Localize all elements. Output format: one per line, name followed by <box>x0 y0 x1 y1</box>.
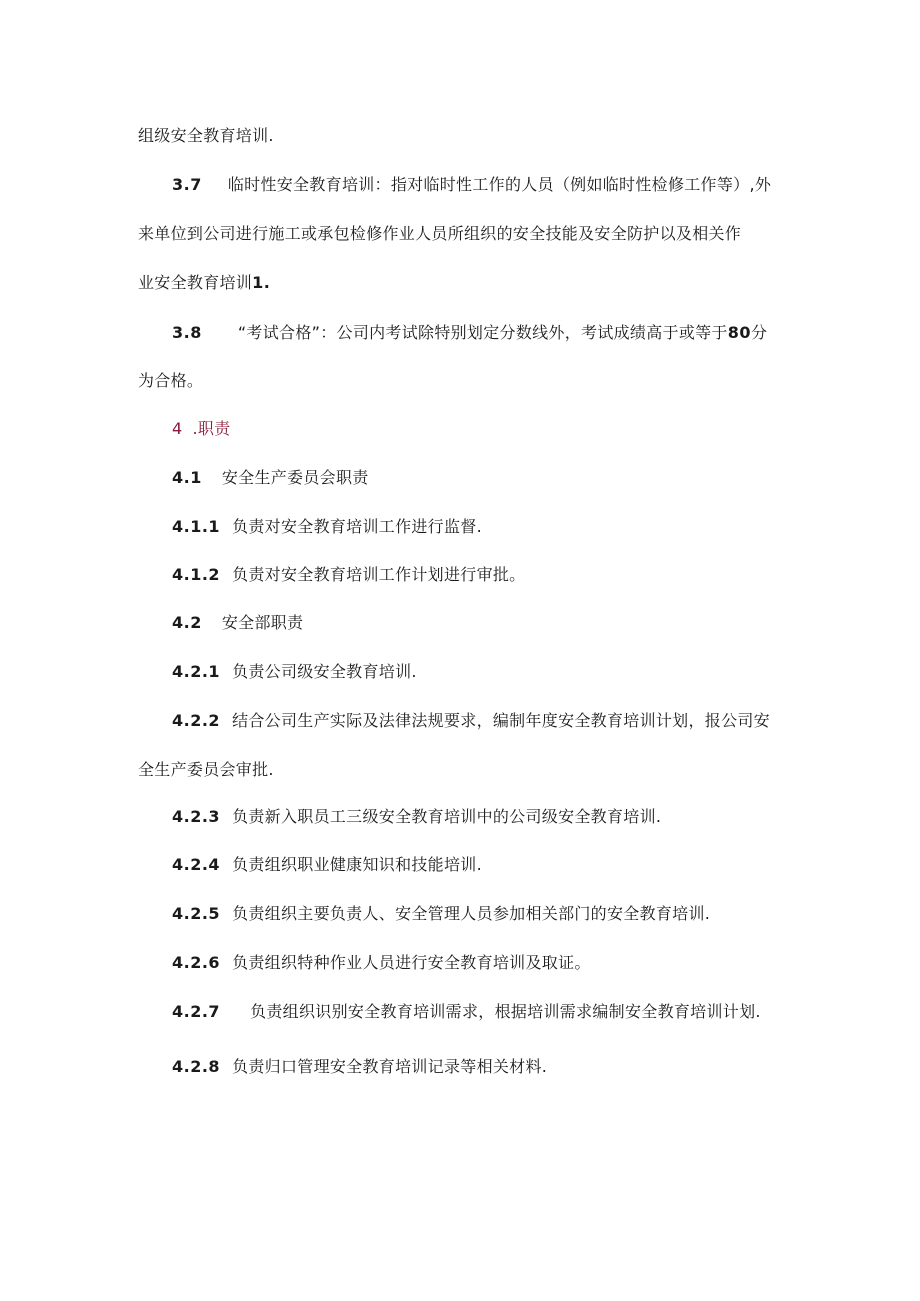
paragraph-line <box>138 371 203 391</box>
clause-number: 3.7 <box>172 175 202 194</box>
clause-text: 临时性安全教育培训：指对临时性工作的人员（例如临时性检修工作等）,外 <box>227 175 772 194</box>
clause-text: “考试合格”：公司内考试除特别划定分数线外，考试成绩高于或等于 <box>237 323 728 342</box>
clause-number: 4.2.8 <box>172 1057 221 1076</box>
section-number: 4 <box>172 419 183 438</box>
clause-text: 负责公司级安全教育培训. <box>232 662 417 681</box>
clause-number: 4.2 <box>172 613 202 632</box>
paragraph-line <box>138 126 274 146</box>
clause-number: 4.2.4 <box>172 855 221 874</box>
clause-text: 负责对安全教育培训工作计划进行审批。 <box>232 565 526 584</box>
clause-text: 负责组织识别安全教育培训需求，根据培训需求编制安全教育培训计划. <box>250 1002 761 1021</box>
clause-4-2 <box>172 613 303 633</box>
clause-number: 4.1.1 <box>172 517 221 536</box>
clause-4-2-8 <box>172 1057 547 1077</box>
paragraph-line <box>138 224 741 244</box>
clause-number: 4.1 <box>172 468 202 487</box>
clause-text: 负责组织职业健康知识和技能培训. <box>232 855 482 874</box>
clause-text: 安全生产委员会职责 <box>221 468 369 487</box>
clause-text: 负责对安全教育培训工作进行监督. <box>232 517 482 536</box>
clause-text: 安全部职责 <box>221 613 304 632</box>
paragraph-line <box>138 760 274 780</box>
clause-number: 4.2.1 <box>172 662 221 681</box>
line-text: 组级安全教育培训. <box>138 126 274 145</box>
clause-4-2-6 <box>172 953 591 973</box>
clause-text: 结合公司生产实际及法律法规要求，编制年度安全教育培训计划，报公司安 <box>232 711 770 730</box>
clause-number: 4.2.7 <box>172 1002 221 1021</box>
clause-4-2-5 <box>172 904 710 924</box>
clause-4-2-4 <box>172 855 482 875</box>
clause-4-2-1 <box>172 662 417 682</box>
clause-text: 负责组织主要负责人、安全管理人员参加相关部门的安全教育培训. <box>232 904 711 923</box>
clause-text: 负责组织特种作业人员进行安全教育培训及取证。 <box>232 953 591 972</box>
clause-4-1-2 <box>172 565 525 585</box>
line-text: 为合格。 <box>138 371 204 390</box>
clause-number: 3.8 <box>172 323 202 342</box>
clause-number: 4.2.2 <box>172 711 221 730</box>
clause-number: 4.2.6 <box>172 953 221 972</box>
clause-4-1 <box>172 468 369 488</box>
clause-4-1-1 <box>172 517 482 537</box>
section-heading-4 <box>172 419 230 439</box>
clause-number: 4.1.2 <box>172 565 221 584</box>
clause-text-end: 分 <box>751 323 768 342</box>
line-text: 业安全教育培训 <box>138 273 253 292</box>
clause-bold-text: 80 <box>727 323 751 342</box>
clause-number: 4.2.5 <box>172 904 221 923</box>
section-title: .职责 <box>192 419 231 438</box>
line-text: 全生产委员会审批. <box>138 760 274 779</box>
clause-text: 负责归口管理安全教育培训记录等相关材料. <box>232 1057 548 1076</box>
clause-4-2-3 <box>172 807 661 827</box>
clause-3-7 <box>172 175 771 195</box>
clause-number: 4.2.3 <box>172 807 221 826</box>
paragraph-line <box>138 273 270 293</box>
clause-4-2-7 <box>172 1002 761 1022</box>
line-text: 来单位到公司进行施工或承包检修作业人员所组织的安全技能及安全防护以及相关作 <box>138 224 742 243</box>
clause-4-2-2 <box>172 711 770 731</box>
clause-text: 负责新入职员工三级安全教育培训中的公司级安全教育培训. <box>232 807 662 826</box>
clause-3-8 <box>172 323 767 343</box>
line-bold-text: 1. <box>252 273 271 292</box>
